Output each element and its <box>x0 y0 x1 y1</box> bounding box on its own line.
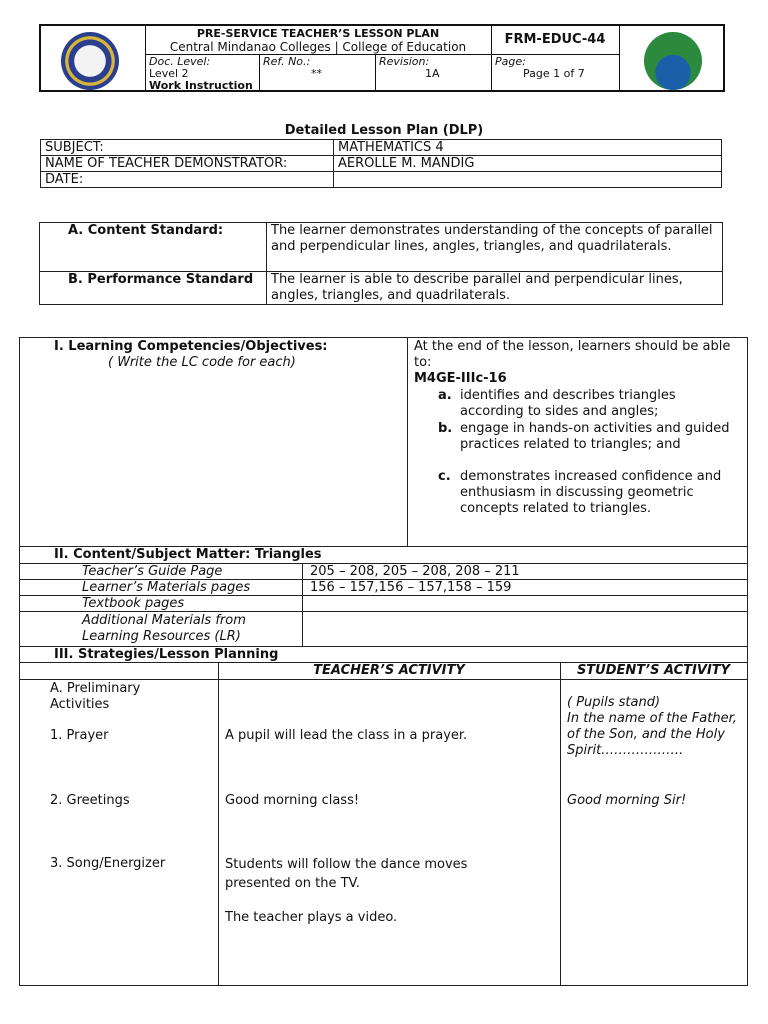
objectives-intro: At the end of the lesson, learners should be able to: <box>414 339 731 370</box>
competencies-heading: I. Learning Competencies/Objectives: <box>54 339 328 354</box>
learner-materials-label: Learner’s Materials pages <box>82 580 251 595</box>
competencies-subheading: ( Write the LC code for each) <box>108 355 296 370</box>
subject-value: MATHEMATICS 4 <box>334 140 722 156</box>
teacher-value: AEROLLE M. MANDIG <box>334 156 722 172</box>
lesson-main-table <box>19 337 748 986</box>
doc-level-label: Doc. Level: <box>149 55 211 68</box>
preliminary-activities-label: A. Preliminary Activities <box>50 681 141 712</box>
student-prayer-activity: ( Pupils stand) In the name of the Father, of the Son, and the Holy Spirit………………. <box>567 695 737 758</box>
revision-label: Revision: <box>379 55 430 68</box>
objective-letter-a: a. <box>438 388 452 403</box>
teacher-label: NAME OF TEACHER DEMONSTRATOR: <box>41 156 334 172</box>
institution-name: Central Mindanao Colleges | College of Education <box>169 40 467 54</box>
performance-standard-text: The learner is able to describe parallel and perpendicular lines, angles, triangles, and quadrilaterals. <box>267 272 723 305</box>
additional-materials-label: Additional Materials from Learning Resources (LR) <box>82 613 246 644</box>
song-energizer-label: 3. Song/Energizer <box>50 856 166 871</box>
content-heading <box>54 547 322 562</box>
date-value <box>334 172 722 188</box>
form-code: FRM-EDUC-44 <box>504 32 606 47</box>
page-value: Page 1 of 7 <box>523 67 585 80</box>
objective-letter-c: c. <box>438 469 451 484</box>
greetings-label: 2. Greetings <box>50 793 130 808</box>
teacher-guide-value: 205 – 208, 205 – 208, 208 – 211 <box>310 564 520 579</box>
student-activity-header: STUDENT’S ACTIVITY <box>576 663 731 678</box>
content-heading-prefix: II. Content/Subject Matter: <box>54 547 251 562</box>
plan-title: PRE-SERVICE TEACHER’S LESSON PLAN <box>196 27 440 40</box>
form-header <box>39 24 725 92</box>
standards-table <box>39 222 723 305</box>
dlp-title: Detailed Lesson Plan (DLP) <box>284 123 484 138</box>
teacher-greeting-activity: Good morning class! <box>225 793 360 808</box>
teacher-guide-label: Teacher’s Guide Page <box>82 564 223 579</box>
page-label: Page: <box>495 55 526 68</box>
lc-code: M4GE-IIIc-16 <box>414 371 507 386</box>
performance-standard-label: B. Performance Standard <box>40 272 267 305</box>
dlp-info-table <box>40 139 722 188</box>
date-label: DATE: <box>41 172 334 188</box>
content-standard-label: A. Content Standard: <box>40 223 267 272</box>
teacher-activity-header: TEACHER’S ACTIVITY <box>313 663 465 678</box>
doc-level-type: Work Instruction <box>149 79 253 92</box>
objective-a: identifies and describes triangles according to sides and angles; <box>460 388 676 419</box>
learner-materials-value: 156 – 157,156 – 157,158 – 159 <box>310 580 512 595</box>
objective-c: demonstrates increased confidence and enthusiasm in discussing geometric concepts related to triangles. <box>460 469 722 516</box>
content-topic: Triangles <box>254 547 322 562</box>
objective-b: engage in hands-on activities and guided practices related to triangles; and <box>460 421 730 452</box>
ref-label: Ref. No.: <box>263 55 311 68</box>
education-logo <box>644 32 702 90</box>
teacher-prayer-activity: A pupil will lead the class in a prayer. <box>225 728 468 743</box>
strategies-heading: III. Strategies/Lesson Planning <box>54 647 279 662</box>
objective-letter-b: b. <box>438 421 453 436</box>
revision-value: 1A <box>425 67 440 80</box>
content-standard-text: The learner demonstrates understanding of the concepts of parallel and perpendicular lines, angles, triangles, and quadrilaterals. <box>267 223 723 272</box>
teacher-song-activity: Students will follow the dance moves presented on the TV. <box>225 857 468 891</box>
teacher-video-activity: The teacher plays a video. <box>225 910 398 925</box>
subject-label: SUBJECT: <box>41 140 334 156</box>
textbook-label: Textbook pages <box>82 596 185 611</box>
prayer-label: 1. Prayer <box>50 728 109 743</box>
college-seal-logo <box>61 32 119 90</box>
doc-level-value: Level 2 <box>149 67 189 80</box>
student-greeting-activity: Good morning Sir! <box>567 793 687 808</box>
ref-value: ** <box>311 67 322 80</box>
